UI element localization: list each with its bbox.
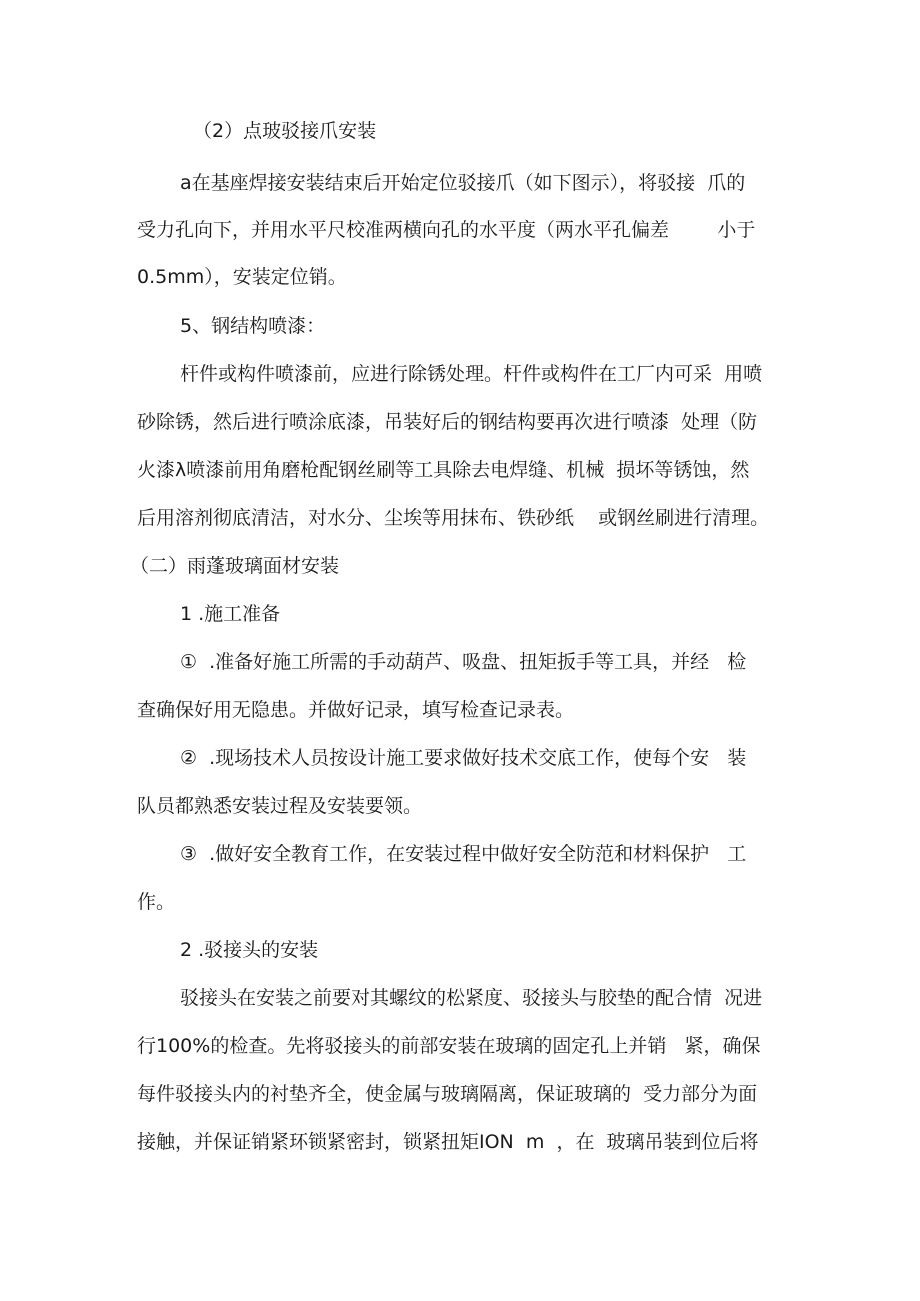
subheading-preparation: 1 .施工准备 (180, 603, 281, 625)
subheading-steel-painting: 5、钢结构喷漆： (180, 315, 326, 337)
section-heading-canopy-glass: （二）雨蓬玻璃面材安装 (130, 555, 340, 577)
paragraph-line: 每件驳接头内的衬垫齐全，使金属与玻璃隔离，保证玻璃的 受力部分为面 (137, 1083, 758, 1105)
paragraph-line: 火漆λ喷漆前用角磨枪配钢丝刷等工具除去电焊缝、机械 损坏等锈蚀，然 (137, 459, 750, 481)
paragraph-line: 查确保好用无隐患。并做好记录，填写检查记录表。 (137, 699, 575, 721)
paragraph-line: 作。 (137, 891, 176, 913)
paragraph-line: 0.5mm），安装定位销。 (137, 266, 347, 288)
paragraph-line: 砂除锈，然后进行喷涂底漆，吊装好后的钢结构要再次进行喷漆 处理（防 (137, 411, 758, 433)
list-item-2: ② .现场技术人员按设计施工要求做好技术交底工作，使每个安 装 (180, 747, 747, 769)
subheading-connector-install: 2 .驳接头的安装 (180, 939, 319, 961)
list-item-3: ③ .做好安全教育工作，在安装过程中做好安全防范和材料保护 工 (180, 843, 747, 865)
list-item-1: ① .准备好施工所需的手动葫芦、吸盘、扭矩扳手等工具，并经 检 (180, 651, 747, 673)
paragraph-line: 驳接头在安装之前要对其螺纹的松紧度、驳接头与胶垫的配合情 况进 (180, 987, 763, 1009)
subheading-point-claw: （2）点玻驳接爪安装 (193, 120, 377, 142)
paragraph-line: 杆件或构件喷漆前，应进行除锈处理。杆件或构件在工厂内可采 用喷 (180, 363, 763, 385)
paragraph-line: 后用溶剂彻底清洁，对水分、尘埃等用抹布、铁砂纸 或钢丝刷进行清理。 (137, 507, 770, 529)
paragraph-line: 接触，并保证销紧环锁紧密封，锁紧扭矩ION m ，在 玻璃吊装到位后将 (137, 1131, 759, 1153)
paragraph-line: 行100%的检查。先将驳接头的前部安装在玻璃的固定孔上并销 紧，确保 (137, 1035, 761, 1057)
paragraph-line: 受力孔向下，并用水平尺校准两横向孔的水平度（两水平孔偏差 小于 (137, 219, 756, 241)
paragraph-line: 队员都熟悉安装过程及安装要领。 (137, 795, 423, 817)
paragraph-line: a在基座焊接安装结束后开始定位驳接爪（如下图示），将驳接 爪的 (180, 172, 746, 194)
